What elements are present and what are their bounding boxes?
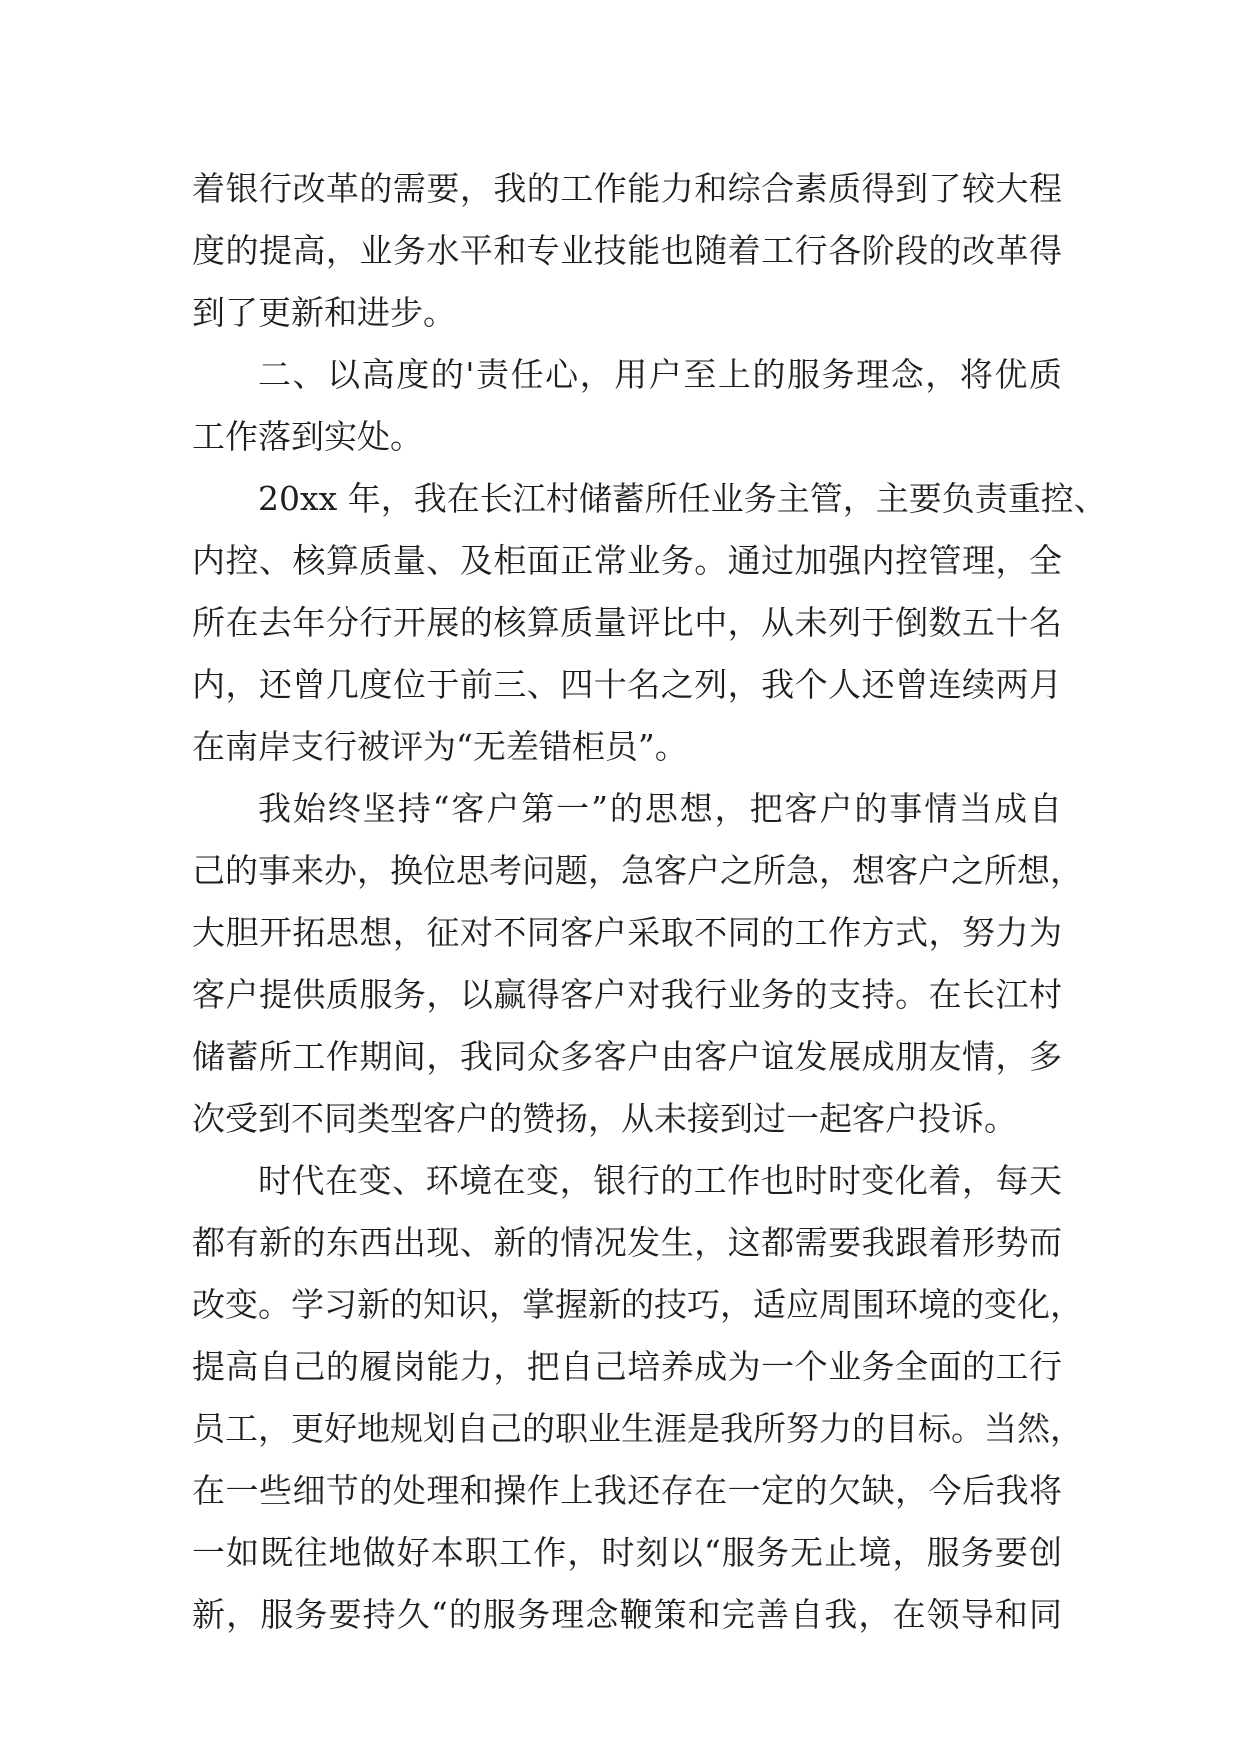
- text-line: 时代在变、环境在变，银行的工作也时时变化着，每天: [258, 1161, 1062, 1200]
- text-line: 所在去年分行开展的核算质量评比中，从未列于倒数五十名: [192, 603, 1062, 642]
- text-line: 着银行改革的需要，我的工作能力和综合素质得到了较大程: [192, 169, 1062, 208]
- text-line: 新，服务要持久“的服务理念鞭策和完善自我，在领导和同: [192, 1595, 1062, 1634]
- text-line: 度的提高，业务水平和专业技能也随着工行各阶段的改革得: [192, 231, 1062, 270]
- text-line: 在南岸支行被评为“无差错柜员”。: [192, 727, 688, 766]
- text-line: 都有新的东西出现、新的情况发生，这都需要我跟着形势而: [192, 1223, 1062, 1262]
- text-line: 内控、核算质量、及柜面正常业务。通过加强内控管理，全: [192, 541, 1062, 580]
- text-line: 员工，更好地规划自己的职业生涯是我所努力的目标。当然，: [192, 1409, 1083, 1448]
- text-line: 提高自己的履岗能力，把自己培养成为一个业务全面的工行: [192, 1347, 1062, 1386]
- section-heading-line: 工作落到实处。: [192, 417, 423, 456]
- text-line: 己的事来办，换位思考问题，急客户之所急，想客户之所想，: [192, 851, 1083, 890]
- text-line: 内，还曾几度位于前三、四十名之列，我个人还曾连续两月: [192, 665, 1062, 704]
- body-text: [192, 158, 1107, 1646]
- text-line: 一如既往地做好本职工作，时刻以“服务无止境，服务要创: [192, 1533, 1062, 1572]
- text-line: 我始终坚持“客户第一”的思想，把客户的事情当成自: [258, 789, 1062, 828]
- text-line: 20xx 年，我在长江村储蓄所任业务主管，主要负责重控、: [258, 479, 1107, 518]
- text-line: 改变。学习新的知识，掌握新的技巧，适应周围环境的变化，: [192, 1285, 1083, 1324]
- text-line: 次受到不同类型客户的赞扬，从未接到过一起客户投诉。: [192, 1099, 1017, 1138]
- section-heading-line: 二、以高度的'责任心，用户至上的服务理念，将优质: [258, 355, 1062, 394]
- text-line: 到了更新和进步。: [192, 293, 456, 332]
- text-line: 客户提供质服务，以赢得客户对我行业务的支持。在长江村: [192, 975, 1062, 1014]
- text-line: 大胆开拓思想，征对不同客户采取不同的工作方式，努力为: [192, 913, 1062, 952]
- text-line: 储蓄所工作期间，我同众多客户由客户谊发展成朋友情，多: [192, 1037, 1062, 1076]
- text-line: 在一些细节的处理和操作上我还存在一定的欠缺，今后我将: [192, 1471, 1062, 1510]
